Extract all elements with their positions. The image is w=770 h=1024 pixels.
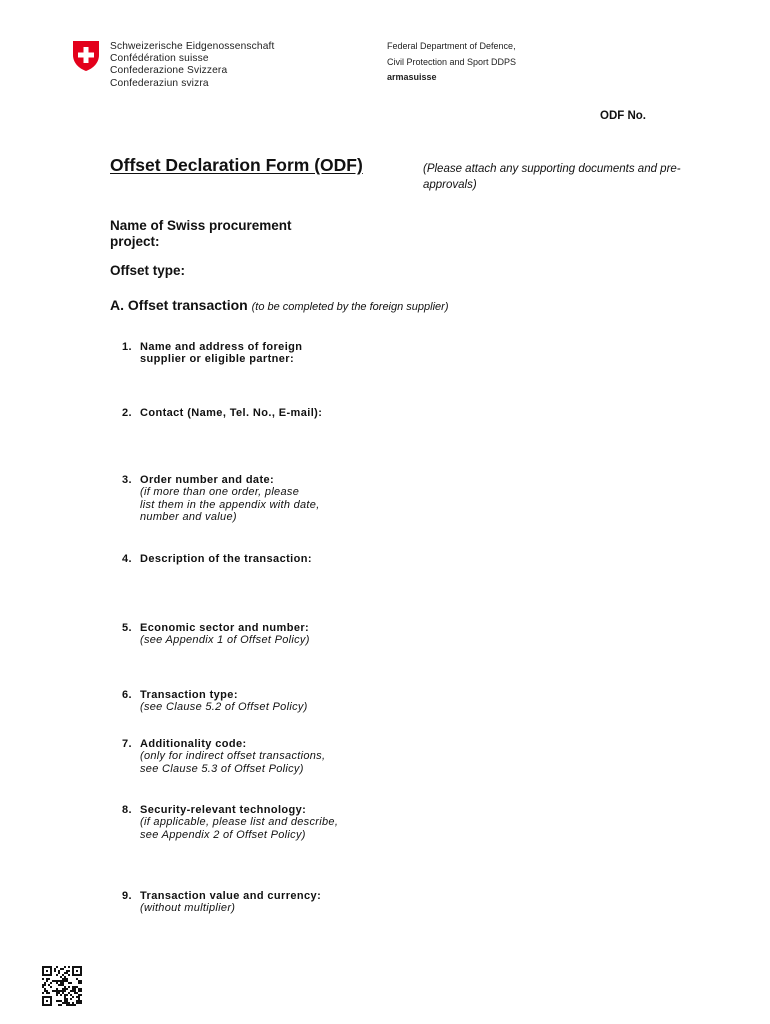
office-name: armasuisse xyxy=(387,72,437,82)
item-hint: (if more than one order, please list them in the appendix with date, number and value) xyxy=(140,486,320,523)
odf-number-label: ODF No. xyxy=(600,110,646,122)
page-title: Offset Declaration Form (ODF) xyxy=(110,155,363,175)
swiss-crest-icon xyxy=(72,40,100,72)
item-number: 5. xyxy=(122,622,132,634)
item-label: Transaction type: xyxy=(140,689,238,701)
item-label: Security-relevant technology: xyxy=(140,804,307,816)
section-a-title: A. Offset transaction xyxy=(110,297,248,313)
confederation-name-it: Confederazione Svizzera xyxy=(110,65,228,77)
department-line-2: Civil Protection and Sport DDPS xyxy=(387,56,517,67)
item-label: Name and address of foreign supplier or eligible partner: xyxy=(140,341,303,366)
title-note: (Please attach any supporting documents and pre-approvals) xyxy=(423,163,681,191)
confederation-name-rm: Confederaziun svizra xyxy=(110,77,209,89)
item-number: 1. xyxy=(122,341,132,353)
offset-type-label: Offset type: xyxy=(110,263,186,278)
qr-code-icon xyxy=(42,966,82,1006)
item-number: 4. xyxy=(122,553,132,565)
item-label: Economic sector and number: xyxy=(140,622,310,634)
item-hint: (if applicable, please list and describe, see Appendix 2 of Offset Policy) xyxy=(140,816,339,841)
item-label: Transaction value and currency: xyxy=(140,890,322,902)
item-hint: (see Clause 5.2 of Offset Policy) xyxy=(140,701,308,714)
department-line-1: Federal Department of Defence, xyxy=(387,41,516,51)
section-a-note: (to be completed by the foreign supplier) xyxy=(251,301,449,313)
item-number: 6. xyxy=(122,689,132,701)
item-label: Order number and date: xyxy=(140,474,275,486)
item-label: Additionality code: xyxy=(140,738,247,750)
item-number: 3. xyxy=(122,474,132,486)
confederation-name-fr: Confédération suisse xyxy=(110,53,209,65)
item-hint: (only for indirect offset transactions, see Clause 5.3 of Offset Policy) xyxy=(140,750,326,775)
item-hint: (without multiplier) xyxy=(140,902,236,915)
department-block xyxy=(387,39,516,86)
project-name-label: Name of Swiss procurement project: xyxy=(110,218,292,249)
item-hint: (see Appendix 1 of Offset Policy) xyxy=(140,634,310,647)
item-label: Contact (Name, Tel. No., E-mail): xyxy=(140,407,323,419)
item-number: 8. xyxy=(122,804,132,816)
confederation-name-de: Schweizerische Eidgenossenschaft xyxy=(110,41,275,52)
item-number: 7. xyxy=(122,738,132,750)
section-a-heading xyxy=(110,297,448,313)
item-number: 9. xyxy=(122,890,132,902)
item-number: 2. xyxy=(122,407,132,419)
item-label: Description of the transaction: xyxy=(140,553,312,565)
confederation-names xyxy=(110,41,275,90)
